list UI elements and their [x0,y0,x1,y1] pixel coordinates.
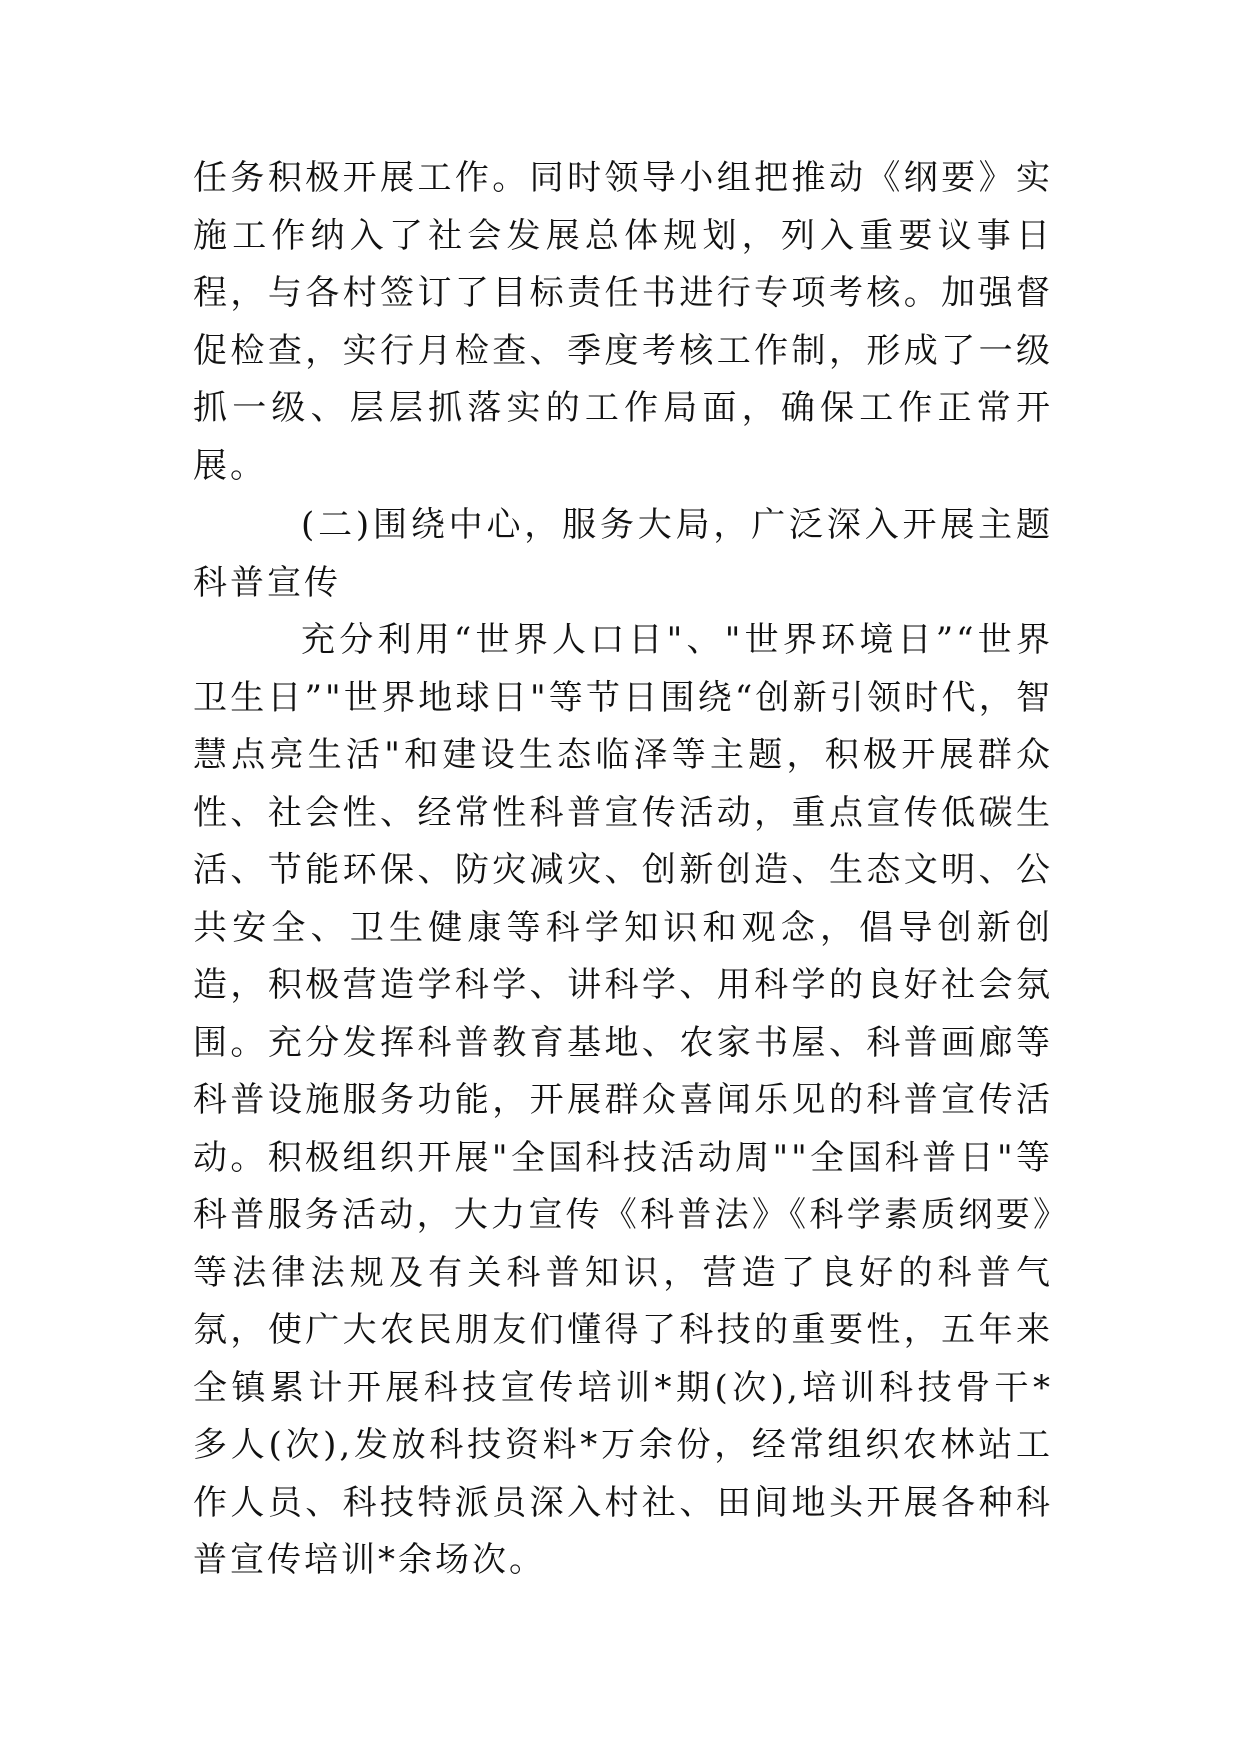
paragraph-body: 充分利用“世界人口日"、"世界环境日”“世界卫生日”"世界地球日"等节日围绕“创新引领时代，智慧点亮生活"和建设生态临泽等主题，积极开展群众性、社会性、经常性科普宣传活动，重点宣传低碳生活、节能环保、防灾减灾、创新创造、生态文明、公共安全、卫生健康等科学知识和观念，倡导创新创造，积极营造学科学、讲科学、用科学的良好社会氛围。充分发挥科普教育基地、农家书屋、科普画廊等科普设施服务功能，开展群众喜闻乐见的科普宣传活动。积极组织开展"全国科技活动周""全国科普日"等科普服务活动，大力宣传《科普法》《科学素质纲要》等法律法规及有关科普知识，营造了良好的科普气氛，使广大农民朋友们懂得了科技的重要性，五年来全镇累计开展科技宣传培训*期(次),培训科技骨干*多人(次),发放科技资料*万余份，经常组织农林站工作人员、科技特派员深入村社、田间地头开展各种科普宣传培训*余场次。 [193,620,1053,1580]
section-heading: (二)围绕中心，服务大局，广泛深入开展主题科普宣传 [193,505,1053,603]
paragraph-continuation: 任务积极开展工作。同时领导小组把推动《纲要》实施工作纳入了社会发展总体规划，列入重要议事日程，与各村签订了目标责任书进行专项考核。加强督促检查，实行月检查、季度考核工作制，形成了一级抓一级、层层抓落实的工作局面，确保工作正常开展。 [193,158,1053,486]
document-body [193,150,1053,1590]
